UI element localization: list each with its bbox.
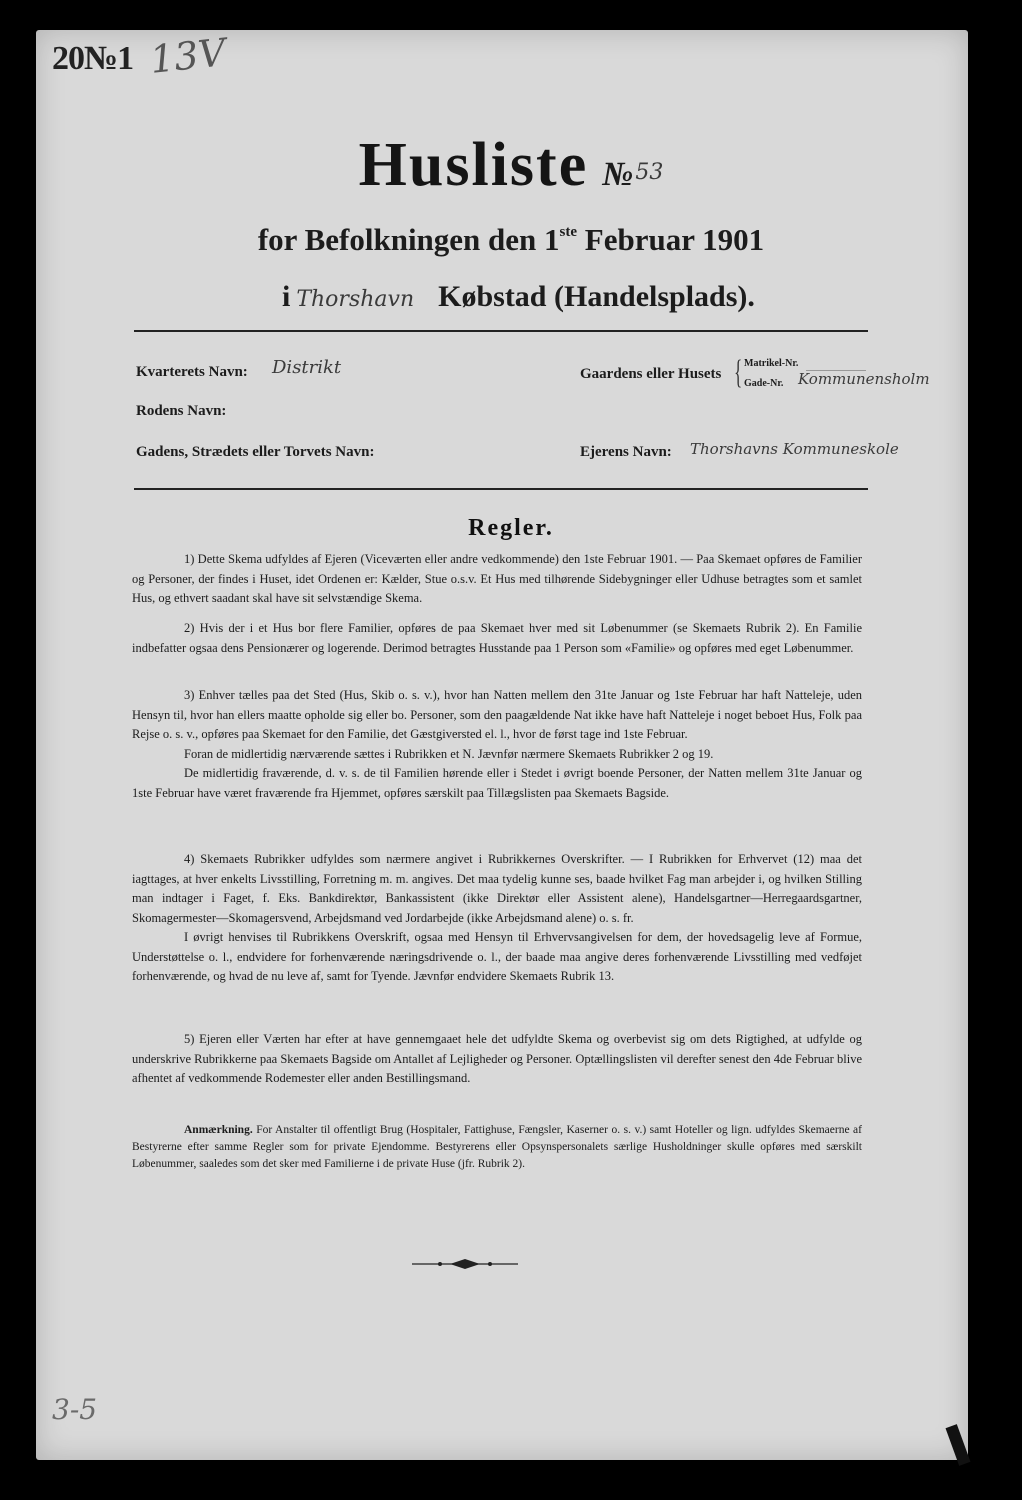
rule-1	[132, 550, 862, 609]
place-prefix: i	[282, 280, 291, 313]
rule-5	[132, 1030, 862, 1089]
top-divider	[134, 330, 868, 332]
annotation	[132, 1122, 862, 1173]
ornament-icon	[410, 1254, 520, 1274]
ejeren-value: Thorshavns Kommuneskole	[690, 440, 899, 458]
annotation-text: For Anstalter til offentligt Brug (Hospitaler, Fattighuse, Fængsler, Kaserner o. s. v.) samt Hoteller og lign. udfyldes Skemaerne af Bestyrerne efter samme Regler som for private Ejendomme. Bestyrerens eller Opsynspersonalets særlige Husholdninger skulle opføres med særskilt Løbenummer, saaledes som det sker med Familierne i de private Huse (jfr. Rubrik 2).	[132, 1124, 862, 1170]
rule-2-text: 2) Hvis der i et Hus bor flere Familier, opføres de paa Skemaet hver med sit Løbenummer (se Skemaets Rubrik 2). En Familie indbefatter ogsaa dens Pensionærer og logerende. Derimod betragtes Husstande paa 1 Person som «Familie» og opføres med eget Løbenummer.	[132, 621, 862, 655]
rule-4-text: 4) Skemaets Rubrikker udfyldes som nærmere angivet i Rubrikkernes Overskrifter. — I Rubrikken for Erhvervet (12) maa det iagttages, at hver enkelts Livsstilling, Forretning m. m. angives. Det maa tydelig kunne ses, baade hvilket Fag man arbejder i, og hvilken Stilling man indtager i Faget, f. Eks. Bankdirektør, Bankassistent (ikke Direktør eller Assistent alene), Handelsgartner—Herregaardsgartner, Skomagermester—Skomagersvend, Arbejdsmand ved Jordarbejde (ikke Arbejdsmand alene) o. s. fr.	[132, 852, 862, 925]
page-title	[0, 130, 1022, 201]
place-line	[282, 280, 755, 314]
rule-4-note: I øvrigt henvises til Rubrikkens Overskrift, ogsaa med Hensyn til Erhvervsangivelsen for dem, der hovedsagelig leve af Formue, Understøttelse o. l., endvidere for forhenværende næringsdrivende o. l., der baade maa angive deres forhenværende Livsstilling med vedføjet forhenværende, og hvad de nu leve af, samt for Tyende. Jævnfør endvidere Skemaets Rubrik 13.	[132, 930, 862, 983]
matrikel-label: Matrikel-Nr.	[744, 358, 799, 369]
subtitle-start: for Befolkningen den 1	[257, 222, 560, 257]
rule-3	[132, 686, 862, 803]
kvarter-label: Kvarterets Navn:	[136, 364, 248, 380]
annotation-label: Anmærkning.	[184, 1124, 253, 1136]
number-sign: №	[602, 156, 634, 193]
rule-5-text: 5) Ejeren eller Værten har efter at have gennemgaaet hele det udfyldte Skema og overbevist sig om dets Rigtighed, at udfylde og underskrive Rubrikkerne paa Skemaets Bagside om Antallet af Lejligheder og Personer. Optællingslisten vil derefter senest den 4de Februar blive afhentet af vedkommende Rodemester eller anden Bestillingsmand.	[132, 1032, 862, 1085]
rule-3-text: 3) Enhver tælles paa det Sted (Hus, Skib o. s. v.), hvor han Natten mellem den 31te Januar og 1ste Februar har haft Natteleje, uden Hensyn til, hvor han ellers maatte opholde sig eller bo. Personer, som den paagældende Nat ikke have haft Natteleje i noget beboet Hus, Folk paa Rejse o. s. v., opføres paa Skemaet for den Familie, det Gæstgiversted el. l., hvor de først tage ind 1ste Februar.	[132, 688, 862, 741]
subtitle-end: Februar 1901	[577, 222, 765, 257]
form-number: 20№1	[52, 40, 134, 77]
gaden-label: Gadens, Strædets eller Torvets Navn:	[136, 444, 375, 460]
rule-3-note-a: Foran de midlertidig nærværende sættes i Rubrikken et N. Jævnfør nærmere Skemaets Rubrikker 2 og 19.	[184, 746, 714, 761]
mid-divider	[134, 488, 868, 490]
roden-label: Rodens Navn:	[136, 403, 227, 419]
rules-heading: Regler.	[468, 515, 554, 541]
rule-3-note-b: De midlertidig fraværende, d. v. s. de til Familien hørende eller i Stedet i øvrigt boende Personer, der Natten mellem 31te Januar og 1ste Februar have været fraværende fra Hjemmet, opføres særskilt paa Tillægslisten paa Skemaets Bagside.	[132, 766, 862, 800]
subtitle	[0, 222, 1022, 258]
rule-1-text: 1) Dette Skema udfyldes af Ejeren (Viceværten eller andre vedkommende) den 1ste Februar 1901. — Paa Skemaet opføres de Familier og Personer, der findes i Huset, idet Ordenen er: Kælder, Stue o.s.v. Et Hus med tilhørende Sidebygninger eller Udhuse betragtes som et samlet Hus, og ethvert saadant skal have sit selvstændige Skema.	[132, 552, 862, 605]
title-text: Husliste	[358, 131, 589, 199]
kvarter-value: Distrikt	[272, 357, 342, 378]
ejeren-label: Ejerens Navn:	[580, 444, 672, 460]
rule-4	[132, 850, 862, 987]
brace-icon: {	[734, 354, 743, 391]
gade-label: Gade-Nr.	[744, 378, 784, 389]
gaarden-label: Gaardens eller Husets	[580, 366, 722, 382]
town-type: Købstad (Handelsplads).	[438, 280, 755, 313]
pencil-note: 3-5	[52, 1393, 98, 1426]
gade-value: Kommunensholm	[798, 370, 930, 388]
subtitle-superscript: ste	[559, 224, 578, 240]
list-number: 53	[635, 160, 664, 185]
pencil-mark: 13V	[147, 30, 228, 82]
rule-2	[132, 619, 862, 658]
town-name: Thorshavn	[296, 287, 415, 312]
